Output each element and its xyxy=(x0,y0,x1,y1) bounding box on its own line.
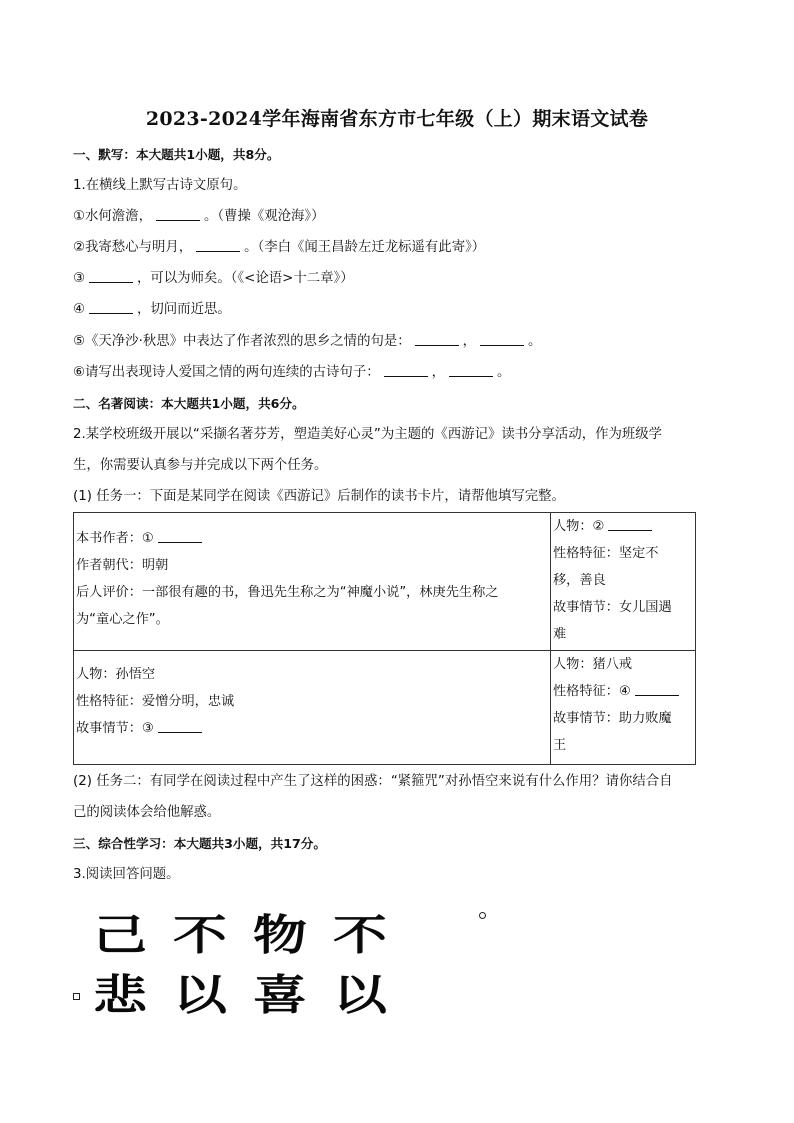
answer-blank[interactable] xyxy=(415,333,459,346)
answer-blank[interactable] xyxy=(196,239,240,252)
q2-task-2-line-1: (2) 任务二：有同学在阅读过程中产生了这样的困惑：“紧箍咒”对孙悟空来说有什么作用？请你结合自 xyxy=(73,774,673,789)
card-c3-plot-1: 故事情节：助力败魔 xyxy=(553,711,672,726)
section-1-heading: 一、默写：本大题共1小题，共8分。 xyxy=(73,147,280,162)
q1-item-3-b: ，可以为师矣。（《<论语>十二章》） xyxy=(137,271,354,286)
q1-item-4-a: ④ xyxy=(73,302,86,317)
marker-dot xyxy=(479,912,486,919)
card-c3-plot-2: 王 xyxy=(553,738,567,753)
answer-blank[interactable] xyxy=(158,530,202,543)
answer-blank[interactable] xyxy=(635,683,679,696)
calligraphy-row-1: 己不物不 xyxy=(93,909,413,960)
card-c2-trait: 性格特征：爱憎分明，忠诚 xyxy=(76,694,235,709)
card-c3-person: 人物：猪八戒 xyxy=(553,657,633,672)
q1-item-1 xyxy=(73,208,324,226)
q1-item-5-c: 。 xyxy=(528,334,542,349)
q1-item-6-a: ⑥请写出表现诗人爱国之情的两句连续的古诗句子： xyxy=(73,365,380,380)
answer-blank[interactable] xyxy=(89,270,133,283)
answer-blank[interactable] xyxy=(156,208,200,221)
card-review-line-2: 为“童心之作”。 xyxy=(76,612,169,627)
card-c1-person: 人物：② xyxy=(553,519,605,534)
card-cell-character-3 xyxy=(551,651,696,765)
q1-item-1-b: 。（曹操《观沧海》） xyxy=(203,209,325,224)
card-cell-book-info xyxy=(74,513,551,651)
q1-item-5-a: ⑤《天净沙·秋思》中表达了作者浓烈的思乡之情的句是： xyxy=(73,334,411,349)
card-c2-person: 人物：孙悟空 xyxy=(76,667,156,682)
q1-item-5 xyxy=(73,333,541,351)
card-dynasty: 作者朝代：明朝 xyxy=(76,558,169,573)
q2-task-1: (1) 任务一：下面是某同学在阅读《西游记》后制作的读书卡片，请帮他填写完整。 xyxy=(73,489,565,504)
marker-square xyxy=(73,993,80,1000)
answer-blank[interactable] xyxy=(480,333,524,346)
answer-blank[interactable] xyxy=(158,720,202,733)
q1-item-2 xyxy=(73,239,485,257)
card-cell-character-1 xyxy=(551,513,696,651)
q1-item-3-a: ③ xyxy=(73,271,86,286)
q1-item-2-a: ②我寄愁心与明月， xyxy=(73,240,193,255)
q2-stem-line-1: 2.某学校班级开展以“采撷名著芬芳，塑造美好心灵”为主题的《西游记》读书分享活动，作为班级学 xyxy=(73,427,663,442)
card-c1-plot-2: 难 xyxy=(553,627,567,642)
card-c1-trait-1: 性格特征：坚定不 xyxy=(553,546,659,561)
q1-stem: 1.在横线上默写古诗文原句。 xyxy=(73,178,247,193)
q1-item-6-c: 。 xyxy=(497,365,511,380)
card-c1-trait-2: 移，善良 xyxy=(553,573,606,588)
q1-item-4-b: ，切问而近思。 xyxy=(137,302,231,317)
card-author-label: 本书作者：① xyxy=(76,531,154,546)
card-review-line-1: 后人评价：一部很有趣的书，鲁迅先生称之为“神魔小说”，林庚先生称之 xyxy=(76,585,499,600)
q1-item-3 xyxy=(73,270,354,288)
q1-item-1-a: ①水何澹澹， xyxy=(73,209,152,224)
calligraphy-image xyxy=(93,902,493,1022)
answer-blank[interactable] xyxy=(449,364,493,377)
card-c2-plot: 故事情节：③ xyxy=(76,721,154,736)
q1-item-5-b: ， xyxy=(462,334,477,349)
answer-blank[interactable] xyxy=(384,364,428,377)
q1-item-4 xyxy=(73,301,231,319)
section-2-heading: 二、名著阅读：本大题共1小题，共6分。 xyxy=(73,396,305,411)
q1-item-6 xyxy=(73,364,510,382)
page-title: 2023-2024学年海南省东方市七年级（上）期末语文试卷 xyxy=(145,108,649,130)
q1-item-2-b: 。（李白《闻王昌龄左迁龙标遥有此寄》） xyxy=(244,240,486,255)
reading-card-table xyxy=(73,512,696,765)
card-cell-character-2 xyxy=(74,651,551,765)
card-c3-trait: 性格特征：④ xyxy=(553,684,631,699)
answer-blank[interactable] xyxy=(608,518,652,531)
q2-task-2-line-2: 己的阅读体会给他解惑。 xyxy=(73,805,221,820)
section-3-heading: 三、综合性学习：本大题共3小题，共17分。 xyxy=(73,836,326,851)
q2-stem-line-2: 生，你需要认真参与并完成以下两个任务。 xyxy=(73,458,328,473)
calligraphy-row-2: 悲以喜以 xyxy=(93,969,413,1020)
card-c1-plot-1: 故事情节：女儿国遇 xyxy=(553,600,672,615)
q1-item-6-b: ， xyxy=(431,365,445,380)
q3-stem: 3.阅读回答问题。 xyxy=(73,867,180,882)
answer-blank[interactable] xyxy=(89,301,133,314)
